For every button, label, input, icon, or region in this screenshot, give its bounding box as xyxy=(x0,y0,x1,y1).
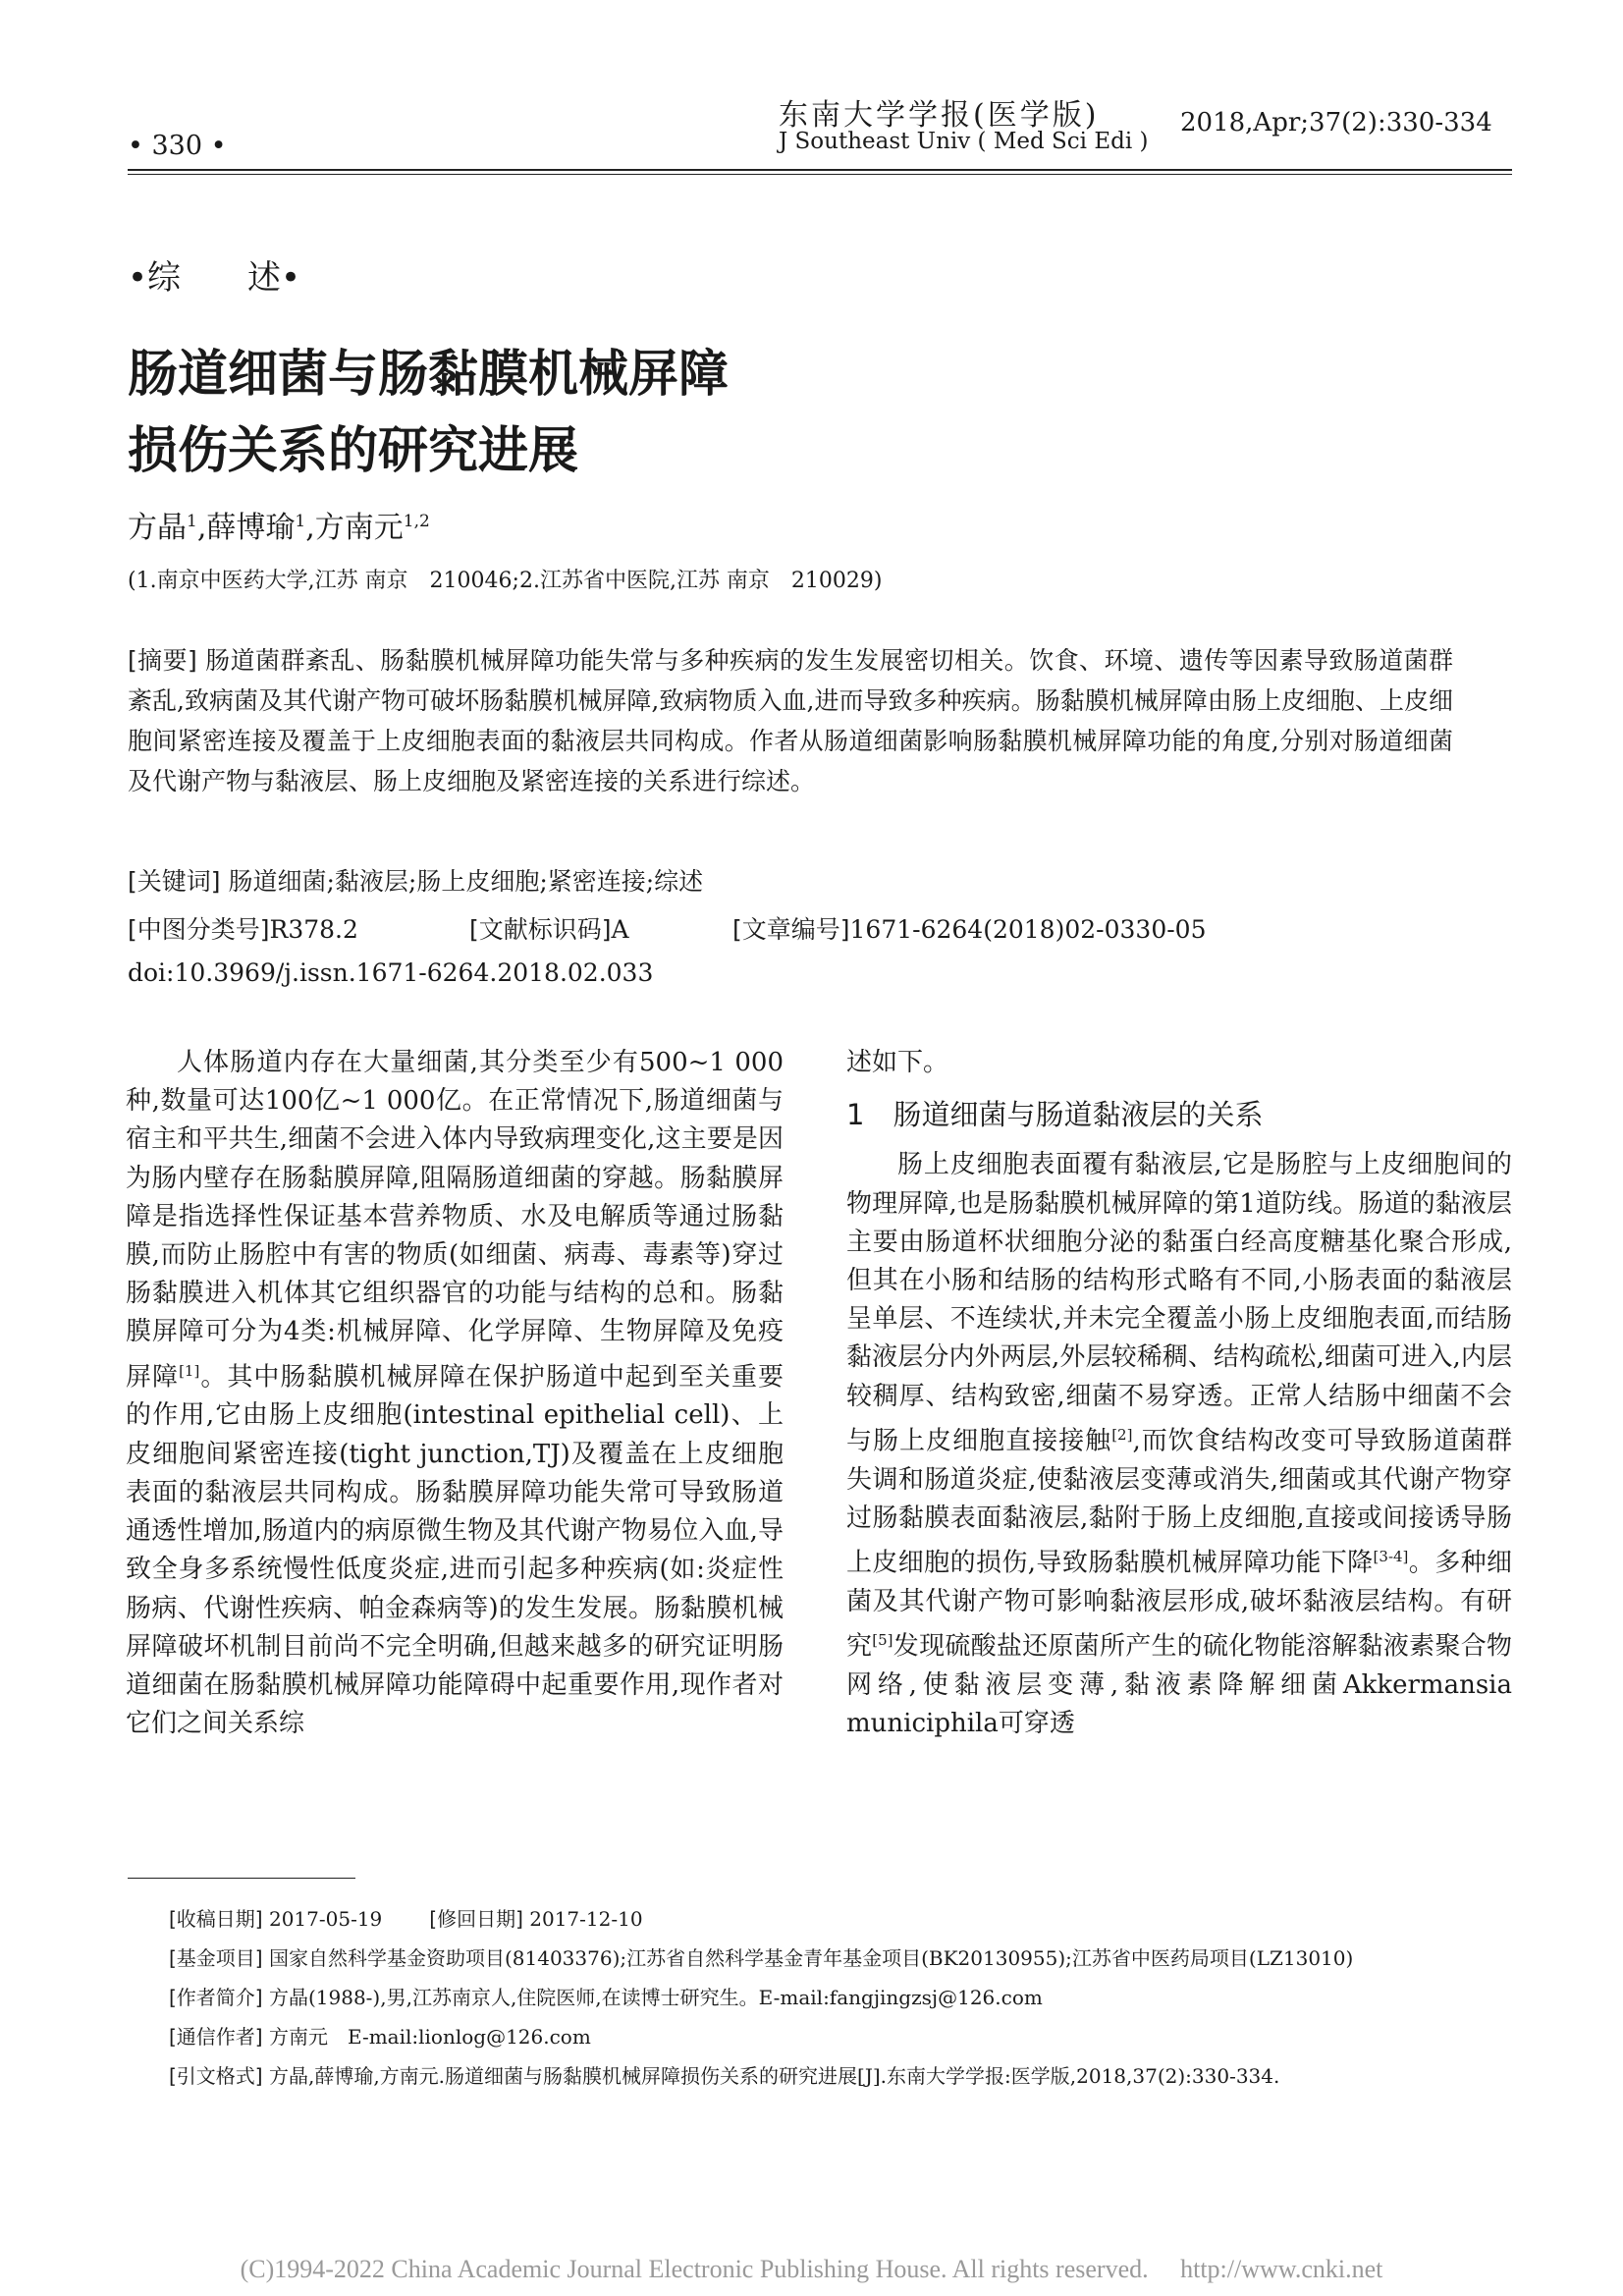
footnote-label: [通信作者] xyxy=(169,2025,263,2049)
keywords-text: 肠道细菌;黏液层;肠上皮细胞;紧密连接;综述 xyxy=(228,867,704,896)
citation-ref: [1] xyxy=(179,1361,200,1380)
journal-title-cn: 东南大学学报(医学版) xyxy=(779,98,1100,133)
footnote-value: 国家自然科学基金资助项目(81403376);江苏省自然科学基金青年基金项目(BK20130955);江苏省中医药局项目(LZ13010) xyxy=(268,1946,1354,1970)
body-column-right xyxy=(846,1044,1512,1743)
citation-ref: [2] xyxy=(1111,1425,1133,1444)
author-affil-mark: 1,2 xyxy=(403,512,430,531)
author-name: 方晶 xyxy=(128,511,187,545)
affiliations: (1.南京中医药大学,江苏 南京 210046;2.江苏省中医院,江苏 南京 210029) xyxy=(128,569,883,593)
classification-line xyxy=(128,910,1502,946)
footnote-citation-format xyxy=(169,2056,1512,2096)
title-line-2: 损伤关系的研究进展 xyxy=(128,422,579,480)
author-affil-mark: 1 xyxy=(295,512,306,531)
paragraph-text: 肠上皮细胞表面覆有黏液层,它是肠腔与上皮细胞间的物理屏障,也是肠黏膜机械屏障的第1道防线。肠道的黏液层主要由肠道杯状细胞分泌的黏蛋白经高度糖基化聚合形成,但其在小肠和结肠的结构形式略有不同,小肠表面的黏液层呈单层、不连续状,并未完全覆盖小肠上皮细胞表面,而结肠黏液层分内外两层,外层较稀稠、结构疏松,细菌可进入,内层较稠厚、结构致密,细菌不易穿透。正常人结肠中细菌不会与肠上皮细胞直接接触 xyxy=(846,1150,1512,1456)
paragraph-text: 。多种细菌及其代谢产物可影响黏液层形成,破坏黏液层结构。有研究 xyxy=(846,1548,1512,1662)
footnote-funding xyxy=(169,1939,1512,1978)
footnote-label: [引文格式] xyxy=(169,2064,263,2088)
abstract-label: [摘要] xyxy=(128,646,197,675)
body-paragraph xyxy=(846,1146,1512,1743)
abstract-text: 肠道菌群紊乱、肠黏膜机械屏障功能失常与多种疾病的发生发展密切相关。饮食、环境、遗传等因素导致肠道菌群紊乱,致病菌及其代谢产物可破坏肠黏膜机械屏障,致病物质入血,进而导致多种疾病。肠黏膜机械屏障由肠上皮细胞、上皮细胞间紧密连接及覆盖于上皮细胞表面的黏液层共同构成。作者从肠道细菌影响肠黏膜机械屏障功能的角度,分别对肠道细菌及代谢产物与黏液层、肠上皮细胞及紧密连接的关系进行综述。 xyxy=(128,646,1453,795)
doi: doi:10.3969/j.issn.1671-6264.2018.02.033 xyxy=(128,958,654,987)
received-date: 2017-05-19 xyxy=(268,1907,383,1931)
title-line-1: 肠道细菌与肠黏膜机械屏障 xyxy=(128,346,730,404)
paragraph-text: 人体肠道内存在大量细菌,其分类至少有500~1 000种,数量可达100亿~1 000亿。在正常情况下,肠道细菌与宿主和平共生,细菌不会进入体内导致病理变化,这主要是因为肠内壁存在肠黏膜屏障,阻隔肠道细菌的穿越。肠黏膜屏障是指选择性保证基本营养物质、水及电解质等通过肠黏膜,而防止肠腔中有害的物质(如细菌、病毒、毒素等)穿过肠黏膜进入机体其它组织器官的功能与结构的总和。肠黏膜屏障可分为4类:机械屏障、化学屏障、生物屏障及免疫屏障 xyxy=(126,1048,784,1393)
footnote-rule xyxy=(128,1878,355,1879)
header-rule-thin xyxy=(128,174,1512,175)
doccode-value: A xyxy=(611,915,629,944)
author-affil-mark: 1 xyxy=(187,512,197,531)
article-number-label: [文章编号] xyxy=(732,915,850,944)
keywords xyxy=(128,862,703,898)
body-column-left xyxy=(126,1044,784,1743)
author-name: 薛博瑜 xyxy=(206,511,296,545)
article-title xyxy=(128,337,729,490)
footnote-label: [修回日期] xyxy=(429,1907,523,1931)
header-rule xyxy=(128,169,1512,171)
footnote-label: [收稿日期] xyxy=(169,1907,263,1931)
footnote-value: 方晶(1988-),男,江苏南京人,住院医师,在读博士研究生。E-mail:fangjingzsj@126.com xyxy=(268,1986,1043,2009)
author-list: 方晶$^1$,薛博瑜$^1$,方南元$^{1,2}$ xyxy=(128,511,430,545)
body-paragraph xyxy=(126,1044,784,1743)
section-tag: •综 述• xyxy=(128,258,301,298)
citation-ref: [5] xyxy=(872,1631,893,1650)
paragraph-text: ,而饮食结构改变可导致肠道菌群失调和肠道炎症,使黏液层变薄或消失,细菌或其代谢产物穿过肠黏膜表面黏液层,黏附于肠上皮细胞,直接或间接诱导肠上皮细胞的损伤,导致肠黏膜机械屏障功能下降 xyxy=(846,1426,1512,1578)
article-number-value: 1671-6264(2018)02-0330-05 xyxy=(849,915,1207,944)
footnotes xyxy=(169,1899,1512,2096)
abstract xyxy=(128,640,1453,801)
footnote-author-bio xyxy=(169,1978,1512,2017)
section-heading: 1 肠道细菌与肠道黏液层的关系 xyxy=(846,1098,1264,1132)
journal-issue: 2018,Apr;37(2):330-334 xyxy=(1180,108,1492,137)
footnote-value: 方南元 E-mail:lionlog@126.com xyxy=(268,2025,591,2049)
author-name: 方南元 xyxy=(314,511,404,545)
revised-date: 2017-12-10 xyxy=(529,1907,643,1931)
keywords-label: [关键词] xyxy=(128,867,221,896)
clc-value: R378.2 xyxy=(269,915,358,944)
footnote-label: [基金项目] xyxy=(169,1946,263,1970)
footnote-corresponding xyxy=(169,2017,1512,2056)
page-number: • 330 • xyxy=(128,131,227,161)
footnote-value: 方晶,薛博瑜,方南元.肠道细菌与肠黏膜机械屏障损伤关系的研究进展[J].东南大学学报:医学版,2018,37(2):330-334. xyxy=(268,2064,1280,2088)
doccode-label: [文献标识码] xyxy=(469,915,612,944)
citation-ref: [3-4] xyxy=(1373,1548,1409,1566)
copyright-notice: (C)1994-2022 China Academic Journal Electronic Publishing House. All rights reserved. http://www.cnki.net xyxy=(240,2255,1383,2283)
journal-title-en: J Southeast Univ ( Med Sci Edi ) xyxy=(779,129,1149,154)
paragraph-text: 发现硫酸盐还原菌所产生的硫化物能溶解黏液素聚合物网络,使黏液层变薄,黏液素降解细菌Akkermansia municiphila可穿透 xyxy=(846,1631,1512,1739)
footnote-label: [作者简介] xyxy=(169,1986,263,2009)
clc-label: [中图分类号] xyxy=(128,915,270,944)
paragraph-text: 。其中肠黏膜机械屏障在保护肠道中起到至关重要的作用,它由肠上皮细胞(intestinal epithelial cell)、上皮细胞间紧密连接(tight junction,TJ)及覆盖在上皮细胞表面的黏液层共同构成。肠黏膜屏障功能失常可导致肠道通透性增加,肠道内的病原微生物及其代谢产物易位入血,导致全身多系统慢性低度炎症,进而引起多种疾病(如:炎症性肠病、代谢性疾病、帕金森病等)的发生发展。肠黏膜机械屏障破坏机制目前尚不完全明确,但越来越多的研究证明肠道细菌在肠黏膜机械屏障功能障碍中起重要作用,现作者对它们之间关系综 xyxy=(126,1362,784,1739)
footnote-dates xyxy=(169,1899,1512,1939)
body-paragraph: 述如下。 xyxy=(846,1048,949,1077)
